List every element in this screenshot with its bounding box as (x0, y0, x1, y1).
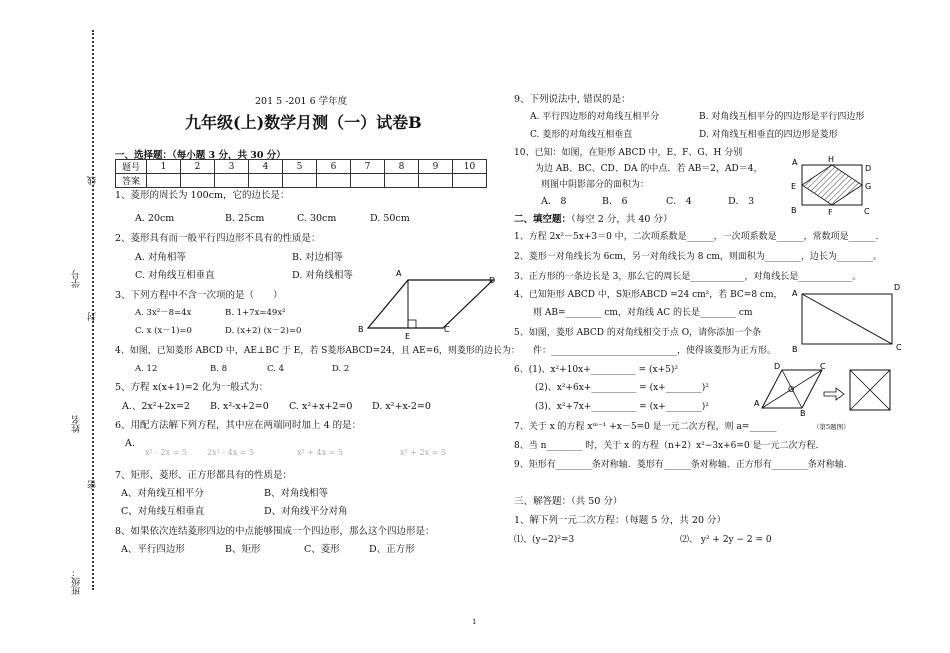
q10-option-c: C． 4 (666, 196, 692, 207)
problem-1-a: ⑴、(y−2)²=3 (514, 535, 575, 545)
fill-4-line-1: 4、已知矩形 ABCD 中，S矩形ABCD =24 cm²，若 BC=8 cm， (514, 290, 783, 300)
q3-label-e: E (405, 332, 411, 341)
q2-option-c: C. 对角线互相垂直 (135, 270, 215, 281)
q6-eq-b: 2x² - 4x = 5 (207, 448, 255, 457)
q6-eq-a: x² - 2x = 5 (145, 448, 187, 457)
fill-6-line-2: (2)、x²+6x+__________ = (x+________)² (535, 383, 709, 393)
q4-option-c: C. 4 (267, 364, 285, 374)
fill-6-rhombus-figure (754, 362, 904, 418)
q5-stem: 5、方程 x(x+1)=2 化为一般式为： (115, 382, 269, 393)
q1-option-a: A. 20cm (135, 213, 175, 224)
fill-4-line-2: 则 AB=________ cm，对角线 AC 的长是________ cm (533, 308, 753, 318)
fill-5-line-1: 5、如图，菱形 ABCD 的对角线相交于点 O，请你添加一个条 (514, 328, 762, 338)
problem-1-b: ⑵、 y² + 2y − 2 = 0 (680, 535, 772, 545)
table-cell: 8 (385, 160, 419, 174)
q4-option-b: B. 8 (210, 364, 228, 374)
q10-rectangle-figure (790, 155, 876, 217)
fill-6-line-3: (3)、x²+7x+__________ = (x+________)² (535, 402, 709, 412)
q10-label-b: B (791, 206, 797, 215)
fill-6-label-a: A (754, 399, 760, 408)
fill-6-label-b: B (800, 409, 806, 418)
q8-option-c: C、菱形 (304, 544, 340, 555)
q6-stem: 6、用配方法解下列方程，其中应在两端同时加上 4 的是： (115, 420, 362, 431)
q10-option-b: B． 6 (602, 196, 628, 207)
q2-option-b: B. 对边相等 (292, 252, 344, 263)
q6-eq-d: x² + 2x = 5 (400, 448, 446, 457)
q9-option-b: B. 对角线互相平分的四边形是平行四边形 (699, 112, 865, 122)
answer-table (115, 159, 487, 188)
fill-2: 2、菱形一对角线长为 6cm，另一对角线长为 8 cm，则面积为________，边长为________。 (514, 252, 882, 262)
section-2-title: 二、填空题： (514, 214, 572, 225)
q6-eq-c: x² + 4x = 5 (297, 448, 343, 457)
table-cell: 4 (249, 160, 283, 174)
side-label-xian: 线 (88, 176, 98, 185)
fill-6-label-c: C (820, 362, 826, 371)
q9-option-d: D. 对角线互相垂直的四边形是菱形 (699, 130, 838, 140)
q3-option-d: D. (x+2) (x－2)=0 (225, 326, 302, 336)
answer-cell[interactable] (249, 174, 283, 188)
q1-option-d: D. 50cm (370, 213, 410, 224)
exam-title: 九年级(上)数学月测（一）试卷B (185, 113, 422, 132)
q4-option-a: A. 12 (135, 364, 158, 374)
answer-cell[interactable] (147, 174, 181, 188)
fill-7: 7、关于 x 的方程 xᵐ⁻¹ +x－5=0 是一元二次方程，则 a=______ (514, 422, 777, 432)
table-cell: 答案 (116, 174, 147, 188)
page-number: 1 (472, 618, 477, 626)
q1-option-c: C. 30cm (297, 213, 337, 224)
answer-cell[interactable] (453, 174, 487, 188)
table-cell: 2 (181, 160, 215, 174)
fig-5-caption: （第5题图） (813, 423, 850, 431)
q10-line-1: 10、已知：如图，在矩形 ABCD 中，E、F、G、H 分别 (514, 148, 743, 158)
side-label-banji: 班级： (72, 568, 82, 595)
table-row (116, 174, 487, 188)
side-label-mi: 密 (88, 480, 98, 489)
fill-4-label-c: C (896, 343, 902, 352)
q10-label-f: F (828, 208, 833, 217)
q8-option-d: D、正方形 (369, 544, 415, 555)
table-cell: 10 (453, 160, 487, 174)
q10-label-c: C (864, 207, 870, 216)
q10-label-h: H (828, 155, 835, 164)
answer-cell[interactable] (317, 174, 351, 188)
q9-option-c: C. 菱形的对角线互相垂直 (530, 130, 633, 140)
q5-option-a: A.、2x²+2x=2 (122, 401, 190, 412)
q3-option-a: A. 3x²－8=4x (135, 308, 192, 318)
q7-option-b: B、对角线相等 (264, 488, 328, 499)
q10-label-g: G (865, 182, 872, 191)
section-2-score: （每空 2 分，共 40 分） (571, 214, 673, 225)
answer-cell[interactable] (351, 174, 385, 188)
q5-option-c: C. x²+x+2=0 (289, 401, 353, 412)
table-cell: 1 (147, 160, 181, 174)
q10-label-e: E (791, 182, 797, 191)
section-1-heading: 一、选择题：（每小题 3 分，共 30 分） (115, 150, 286, 161)
q10-option-d: D． 3 (728, 196, 755, 207)
table-cell: 9 (419, 160, 453, 174)
arrow-right-icon (824, 388, 844, 400)
side-label-feng: 封 (88, 312, 98, 321)
q3-option-b: B. 1+7x=49x² (225, 308, 286, 318)
q8-option-b: B、矩形 (225, 544, 261, 555)
q10-option-a: A． 8 (541, 196, 567, 207)
q10-label-a: A (792, 158, 798, 167)
q9-stem: 9、下列说法中, 错误的是： (514, 94, 631, 105)
fill-4-label-a: A (792, 289, 798, 298)
q4-stem: 4、如图，已知菱形 ABCD 中，AE⊥BC 于 E，若 S菱形ABCD=24，且 AE=6，则菱形的边长为： (115, 346, 520, 356)
fill-4-label-b: B (792, 345, 798, 354)
fill-4-rectangle-figure (790, 282, 910, 352)
q3-label-c: C (444, 325, 450, 334)
table-cell: 题号 (116, 160, 147, 174)
side-label-xuehao: 学号 (72, 270, 82, 288)
q3-label-b: B (358, 325, 364, 334)
table-row (116, 160, 487, 174)
answer-cell[interactable] (283, 174, 317, 188)
q9-option-a: A. 平行四边形的对角线互相平分 (530, 112, 660, 122)
q5-option-b: B. x²-x+2=0 (210, 401, 269, 412)
q5-option-d: D. x²+x-2=0 (372, 401, 431, 412)
fill-9: 9、矩形有________条对称轴．菱形有______条对称轴．正方形有________条对称轴． (514, 460, 853, 470)
q2-option-d: D. 对角线相等 (292, 270, 353, 281)
fill-6-line-1: 6、(1)、x²+10x+__________ = (x+5)² (514, 365, 679, 375)
q10-line-2: 为边 AB、BC、CD、DA 的中点．若 AB＝2，AD＝4， (535, 164, 763, 174)
q3-option-c: C. x (x－1)=0 (135, 326, 192, 336)
table-cell: 6 (317, 160, 351, 174)
q7-option-d: D、对角线平分对角 (264, 506, 348, 517)
fill-6-label-o: O (788, 385, 795, 394)
q3-parallelogram-figure (358, 270, 498, 340)
fill-1: 1、方程 2x²－5x+3＝0 中，二次项系数是______，一次项系数是______，常数项是______． (514, 232, 885, 242)
answer-cell[interactable] (181, 174, 215, 188)
q4-option-d: D. 2 (332, 364, 350, 374)
q10-label-d: D (865, 164, 872, 173)
fill-6-label-d: D (774, 362, 781, 371)
q8-stem: 8、如果依次连结菱形四边的中点能够围成一个四边形，那么这个四边形是： (115, 526, 435, 537)
q3-stem: 3、下列方程中不含一次项的是（ ） (115, 290, 283, 301)
fill-3: 3、正方形的一条边长是 3，那么它的周长是____________，对角线长是____________。 (514, 272, 862, 282)
q6-option-a: A. (125, 438, 135, 449)
table-cell: 5 (283, 160, 317, 174)
table-cell: 3 (215, 160, 249, 174)
q2-option-a: A. 对角相等 (135, 252, 186, 263)
q10-line-3: 则图中阴影部分的面积为： (541, 180, 650, 190)
binding-line (92, 30, 94, 590)
table-cell: 7 (351, 160, 385, 174)
problem-1-stem: 1、解下列一元二次方程：（每题 5 分，共 20 分） (514, 515, 727, 526)
q3-label-a: A (396, 269, 402, 278)
q8-option-a: A、平行四边形 (121, 544, 185, 555)
fill-8: 8、当 n________ 时，关于 x 的方程（n+2）x²−3x+6=0 是一元二次方程． (514, 441, 825, 451)
q7-stem: 7、矩形、菱形、正方形都具有的性质是： (115, 470, 293, 481)
section-3-heading: 三、解答题：（共 50 分） (514, 496, 623, 507)
q7-option-a: A、对角线互相平分 (121, 488, 204, 499)
answer-cell[interactable] (385, 174, 419, 188)
q1-option-b: B. 25cm (225, 213, 265, 224)
q2-stem: 2、菱形具有而一般平行四边形不具有的性质是： (115, 233, 321, 244)
fill-5-line-2: 件：____________________________，使得该菱形为正方形。 (533, 346, 777, 356)
fill-4-label-d: D (894, 283, 901, 292)
answer-cell[interactable] (215, 174, 249, 188)
answer-cell[interactable] (419, 174, 453, 188)
side-label-xingming: 姓名 (72, 415, 82, 433)
q1-stem: 1、菱形的周长为 100cm，它的边长是： (115, 190, 290, 201)
q7-option-c: C、对角线互相垂直 (121, 506, 205, 517)
q3-label-d: D (489, 276, 496, 285)
school-year: 201 5 -201 6 学年度 (255, 96, 348, 107)
section-2-heading (514, 214, 672, 225)
